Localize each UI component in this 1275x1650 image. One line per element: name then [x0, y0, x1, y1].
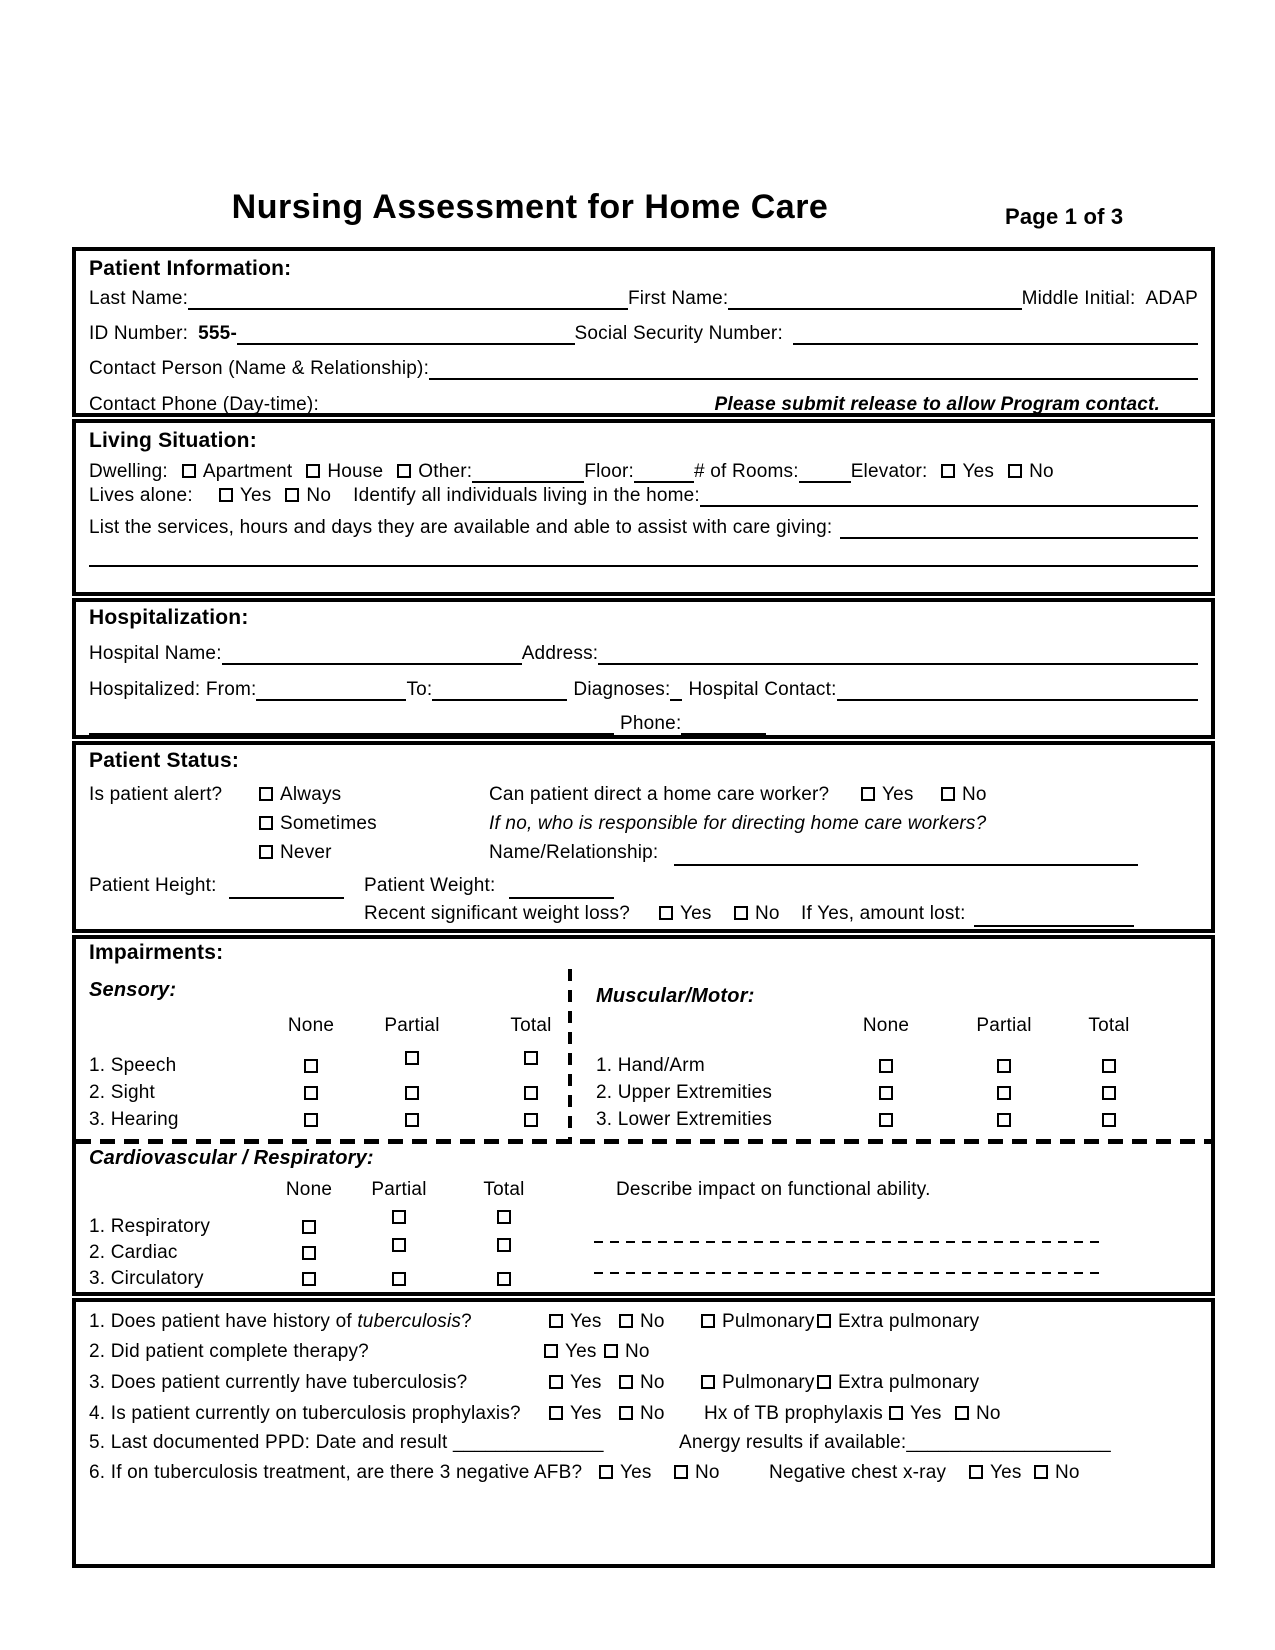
section-header: Living Situation: — [89, 429, 257, 452]
ssn-field-line[interactable] — [793, 323, 1198, 345]
checkbox-icon — [549, 1375, 563, 1389]
tb3-no-checkbox[interactable]: No — [619, 1372, 665, 1394]
sight-partial-checkbox[interactable] — [405, 1086, 419, 1100]
checkbox-icon — [969, 1465, 983, 1479]
checkbox-icon — [259, 787, 273, 801]
services-continuation-line[interactable] — [89, 565, 1198, 567]
tb-question-3: 3. Does patient currently have tuberculosis? — [89, 1372, 468, 1393]
checkbox-icon — [889, 1406, 903, 1420]
sensory-col-none: None — [287, 1015, 335, 1036]
elevator-yes-checkbox[interactable]: Yes — [941, 461, 994, 483]
cardio-col-total: Total — [483, 1179, 525, 1200]
phone-label: Phone: — [620, 713, 682, 734]
elevator-no-checkbox[interactable]: No — [1008, 461, 1054, 483]
page-number: Page 1 of 3 — [1005, 204, 1124, 229]
ppd-field-line[interactable]: ______________ — [452, 1432, 604, 1453]
checkbox-icon — [817, 1314, 831, 1328]
impairments-horizontal-divider — [76, 1139, 1211, 1144]
muscular-motor-title: Muscular/Motor: — [596, 985, 755, 1007]
speech-none-checkbox[interactable] — [304, 1059, 318, 1073]
checkbox-icon — [619, 1314, 633, 1328]
lower-extremities-partial-checkbox[interactable] — [997, 1113, 1011, 1127]
checkbox-icon — [619, 1406, 633, 1420]
section-header: Patient Information: — [89, 257, 292, 280]
lives-alone-no-checkbox[interactable]: No — [285, 485, 331, 507]
muscular-row-label: 1. Hand/Arm — [596, 1055, 705, 1076]
apartment-checkbox[interactable]: Apartment — [182, 461, 292, 483]
section-impairments — [72, 935, 1215, 1296]
impact-writein-line[interactable] — [594, 1272, 1104, 1274]
checkbox-icon — [1034, 1465, 1048, 1479]
hearing-none-checkbox[interactable] — [304, 1113, 318, 1127]
sensory-title: Sensory: — [89, 979, 177, 1001]
upper-extremities-total-checkbox[interactable] — [1102, 1086, 1116, 1100]
from-date-field-line[interactable] — [256, 679, 406, 701]
other-dwelling-field-line[interactable] — [472, 461, 584, 483]
checkbox-icon — [397, 464, 411, 478]
muscular-row-label: 3. Lower Extremities — [596, 1109, 773, 1130]
tb3-pulmonary-checkbox[interactable]: Pulmonary — [701, 1372, 815, 1394]
section-tuberculosis — [72, 1298, 1215, 1568]
section-patient-status — [72, 741, 1215, 933]
sensory-row-label: 1. Speech — [89, 1055, 177, 1076]
hospital-contact-field-line[interactable] — [837, 679, 1198, 701]
cardio-col-partial: Partial — [371, 1179, 427, 1200]
alert-always-checkbox[interactable]: Always — [259, 784, 341, 806]
hearing-total-checkbox[interactable] — [524, 1113, 538, 1127]
tb-question-6: 6. If on tuberculosis treatment, are there 3 negative AFB? — [89, 1462, 583, 1483]
hearing-partial-checkbox[interactable] — [405, 1113, 419, 1127]
muscular-row-label: 2. Upper Extremities — [596, 1082, 773, 1103]
other-dwelling-checkbox[interactable]: Other: — [397, 461, 472, 483]
checkbox-icon — [941, 787, 955, 801]
checkbox-icon — [219, 488, 233, 502]
sensory-col-total: Total — [510, 1015, 552, 1036]
elevator-label: Elevator: — [850, 461, 928, 482]
tb1-yes-checkbox[interactable]: Yes — [549, 1311, 602, 1333]
patient-alert-label: Is patient alert? — [89, 784, 223, 805]
checkbox-icon — [941, 464, 955, 478]
tb4-no-checkbox[interactable]: No — [619, 1403, 665, 1425]
first-name-label: First Name: — [627, 288, 729, 309]
direct-worker-question: Can patient direct a home care worker? — [489, 784, 830, 805]
cardiac-partial-checkbox[interactable] — [392, 1238, 406, 1252]
direct-no-checkbox[interactable]: No — [941, 784, 987, 806]
services-field-line[interactable] — [840, 517, 1198, 539]
muscular-col-partial: Partial — [976, 1015, 1032, 1036]
middle-initial-label: Middle Initial: — [1021, 288, 1136, 309]
tb-question-5: 5. Last documented PPD: Date and result ______________ — [89, 1432, 604, 1453]
cardiac-total-checkbox[interactable] — [497, 1238, 511, 1252]
negative-chest-xray-label: Negative chest x-ray — [769, 1462, 947, 1483]
checkbox-icon — [182, 464, 196, 478]
identify-individuals-label: Identify all individuals living in the home: — [353, 485, 700, 506]
tb2-yes-checkbox[interactable]: Yes — [544, 1341, 597, 1363]
tb2-no-checkbox[interactable]: No — [604, 1341, 650, 1363]
page-title: Nursing Assessment for Home Care — [231, 188, 829, 226]
alert-never-checkbox[interactable]: Never — [259, 842, 332, 864]
upper-extremities-none-checkbox[interactable] — [879, 1086, 893, 1100]
checkbox-icon — [549, 1314, 563, 1328]
tb1-pulmonary-checkbox[interactable]: Pulmonary — [701, 1311, 815, 1333]
speech-total-checkbox[interactable] — [524, 1051, 538, 1065]
afb-no-checkbox[interactable]: No — [674, 1462, 720, 1484]
alert-sometimes-checkbox[interactable]: Sometimes — [259, 813, 377, 835]
circulatory-none-checkbox[interactable] — [302, 1272, 316, 1286]
hospital-name-field-line[interactable] — [222, 643, 522, 665]
anergy-results-label: Anergy results if available:___________________ — [679, 1432, 1111, 1453]
checkbox-icon — [674, 1465, 688, 1479]
release-note: Please submit release to allow Program contact. — [714, 394, 1160, 415]
patient-weight-label: Patient Weight: — [364, 875, 496, 896]
impact-writein-line[interactable] — [594, 1241, 1104, 1243]
lower-extremities-total-checkbox[interactable] — [1102, 1113, 1116, 1127]
last-name-label: Last Name: — [89, 288, 189, 309]
hospitalized-from-label: Hospitalized: From: — [89, 679, 257, 700]
sensory-row-label: 2. Sight — [89, 1082, 156, 1103]
name-relationship-label: Name/Relationship: — [489, 842, 659, 863]
checkbox-icon — [259, 845, 273, 859]
respiratory-none-checkbox[interactable] — [302, 1220, 316, 1234]
tb-question-2: 2. Did patient complete therapy? — [89, 1341, 369, 1362]
tb-question-4: 4. Is patient currently on tuberculosis prophylaxis? — [89, 1403, 521, 1424]
section-patient-information — [72, 247, 1215, 417]
sensory-row-label: 3. Hearing — [89, 1109, 179, 1130]
height-field-line[interactable] — [229, 875, 344, 899]
amount-lost-label: If Yes, amount lost: — [801, 903, 966, 924]
patient-height-label: Patient Height: — [89, 875, 217, 896]
rooms-label: # of Rooms: — [694, 461, 799, 482]
to-date-field-line[interactable] — [432, 679, 567, 701]
upper-extremities-partial-checkbox[interactable] — [997, 1086, 1011, 1100]
tb4-yes-checkbox[interactable]: Yes — [549, 1403, 602, 1425]
section-header: Patient Status: — [89, 749, 240, 772]
lives-alone-yes-checkbox[interactable]: Yes — [219, 485, 272, 507]
describe-impact-label: Describe impact on functional ability. — [616, 1179, 931, 1200]
phone-field-line[interactable] — [681, 713, 766, 735]
hand-arm-partial-checkbox[interactable] — [997, 1059, 1011, 1073]
tb1-no-checkbox[interactable]: No — [619, 1311, 665, 1333]
hx-no-checkbox[interactable]: No — [955, 1403, 1001, 1425]
tb1-extra-pulmonary-checkbox[interactable]: Extra pulmonary — [817, 1311, 979, 1333]
checkbox-icon — [955, 1406, 969, 1420]
contact-person-field-line[interactable] — [429, 358, 1198, 380]
tb3-extra-pulmonary-checkbox[interactable]: Extra pulmonary — [817, 1372, 979, 1394]
respiratory-total-checkbox[interactable] — [497, 1210, 511, 1224]
checkbox-icon — [306, 464, 320, 478]
contact-person-label: Contact Person (Name & Relationship): — [89, 358, 430, 379]
sight-total-checkbox[interactable] — [524, 1086, 538, 1100]
checkbox-icon — [659, 906, 673, 920]
contact-phone-field-line[interactable] — [319, 394, 707, 416]
middle-initial-value: ADAP — [1145, 288, 1198, 309]
weight-loss-yes-checkbox[interactable]: Yes — [659, 903, 712, 925]
anergy-field-line[interactable]: ___________________ — [906, 1432, 1111, 1453]
checkbox-icon — [701, 1314, 715, 1328]
checkbox-icon — [817, 1375, 831, 1389]
circulatory-partial-checkbox[interactable] — [392, 1272, 406, 1286]
hand-arm-none-checkbox[interactable] — [879, 1059, 893, 1073]
lives-alone-label: Lives alone: — [89, 485, 193, 506]
rooms-field-line[interactable] — [799, 461, 851, 483]
respiratory-partial-checkbox[interactable] — [392, 1210, 406, 1224]
diagnoses-label: Diagnoses: — [573, 679, 671, 700]
checkbox-icon — [549, 1406, 563, 1420]
cardio-respiratory-title: Cardiovascular / Respiratory: — [89, 1147, 374, 1169]
hx-tb-prophylaxis-label: Hx of TB prophylaxis — [704, 1403, 883, 1424]
checkbox-icon — [734, 906, 748, 920]
cardio-row-label: 2. Cardiac — [89, 1242, 178, 1263]
section-hospitalization — [72, 598, 1215, 739]
checkbox-icon — [1008, 464, 1022, 478]
section-header: Hospitalization: — [89, 606, 249, 629]
floor-label: Floor: — [584, 461, 635, 482]
cardio-col-none: None — [285, 1179, 333, 1200]
speech-partial-checkbox[interactable] — [405, 1051, 419, 1065]
weight-loss-no-checkbox[interactable]: No — [734, 903, 780, 925]
to-label: To: — [406, 679, 433, 700]
address-label: Address: — [521, 643, 599, 664]
last-name-field-line[interactable] — [188, 288, 628, 310]
checkbox-icon — [701, 1375, 715, 1389]
lower-extremities-none-checkbox[interactable] — [879, 1113, 893, 1127]
section-header: Impairments: — [89, 941, 224, 964]
diagnoses-field-line[interactable] — [670, 679, 682, 701]
sensory-col-partial: Partial — [384, 1015, 440, 1036]
weight-loss-question: Recent significant weight loss? — [364, 903, 631, 924]
hospital-name-label: Hospital Name: — [89, 643, 222, 664]
tb-question-1: 1. Does patient have history of tuberculosis? — [89, 1311, 472, 1332]
checkbox-icon — [259, 816, 273, 830]
sight-none-checkbox[interactable] — [304, 1086, 318, 1100]
if-no-question: If no, who is responsible for directing home care workers? — [489, 813, 987, 834]
circulatory-total-checkbox[interactable] — [497, 1272, 511, 1286]
hand-arm-total-checkbox[interactable] — [1102, 1059, 1116, 1073]
cardio-row-label: 1. Respiratory — [89, 1216, 211, 1237]
checkbox-icon — [544, 1344, 558, 1358]
diagnoses-continuation-line[interactable] — [89, 713, 614, 735]
checkbox-icon — [285, 488, 299, 502]
xray-no-checkbox[interactable]: No — [1034, 1462, 1080, 1484]
id-number-field-line[interactable] — [237, 323, 575, 345]
id-number-prefix: 555- — [198, 323, 237, 344]
tb3-yes-checkbox[interactable]: Yes — [549, 1372, 602, 1394]
services-label: List the services, hours and days they are available and able to assist with care giving: — [89, 517, 833, 538]
checkbox-icon — [861, 787, 875, 801]
section-living-situation — [72, 419, 1215, 596]
checkbox-icon — [619, 1375, 633, 1389]
amount-lost-field-line[interactable] — [974, 903, 1134, 927]
xray-yes-checkbox[interactable]: Yes — [969, 1462, 1022, 1484]
house-checkbox[interactable]: House — [306, 461, 383, 483]
hx-yes-checkbox[interactable]: Yes — [889, 1403, 942, 1425]
checkbox-icon — [599, 1465, 613, 1479]
cardio-row-label: 3. Circulatory — [89, 1268, 204, 1289]
first-name-field-line[interactable] — [728, 288, 1021, 310]
id-number-label: ID Number: — [89, 323, 189, 344]
dwelling-label: Dwelling: — [89, 461, 168, 482]
muscular-col-total: Total — [1088, 1015, 1130, 1036]
afb-yes-checkbox[interactable]: Yes — [599, 1462, 652, 1484]
weight-field-line[interactable] — [509, 875, 614, 899]
contact-phone-label: Contact Phone (Day-time): — [89, 394, 319, 415]
individuals-field-line[interactable] — [700, 485, 1198, 507]
hospital-contact-label: Hospital Contact: — [688, 679, 837, 700]
muscular-col-none: None — [862, 1015, 910, 1036]
name-relationship-field-line[interactable] — [674, 842, 1138, 866]
checkbox-icon — [604, 1344, 618, 1358]
floor-field-line[interactable] — [634, 461, 694, 483]
cardiac-none-checkbox[interactable] — [302, 1246, 316, 1260]
ssn-label: Social Security Number: — [574, 323, 783, 344]
address-field-line[interactable] — [598, 643, 1198, 665]
direct-yes-checkbox[interactable]: Yes — [861, 784, 914, 806]
